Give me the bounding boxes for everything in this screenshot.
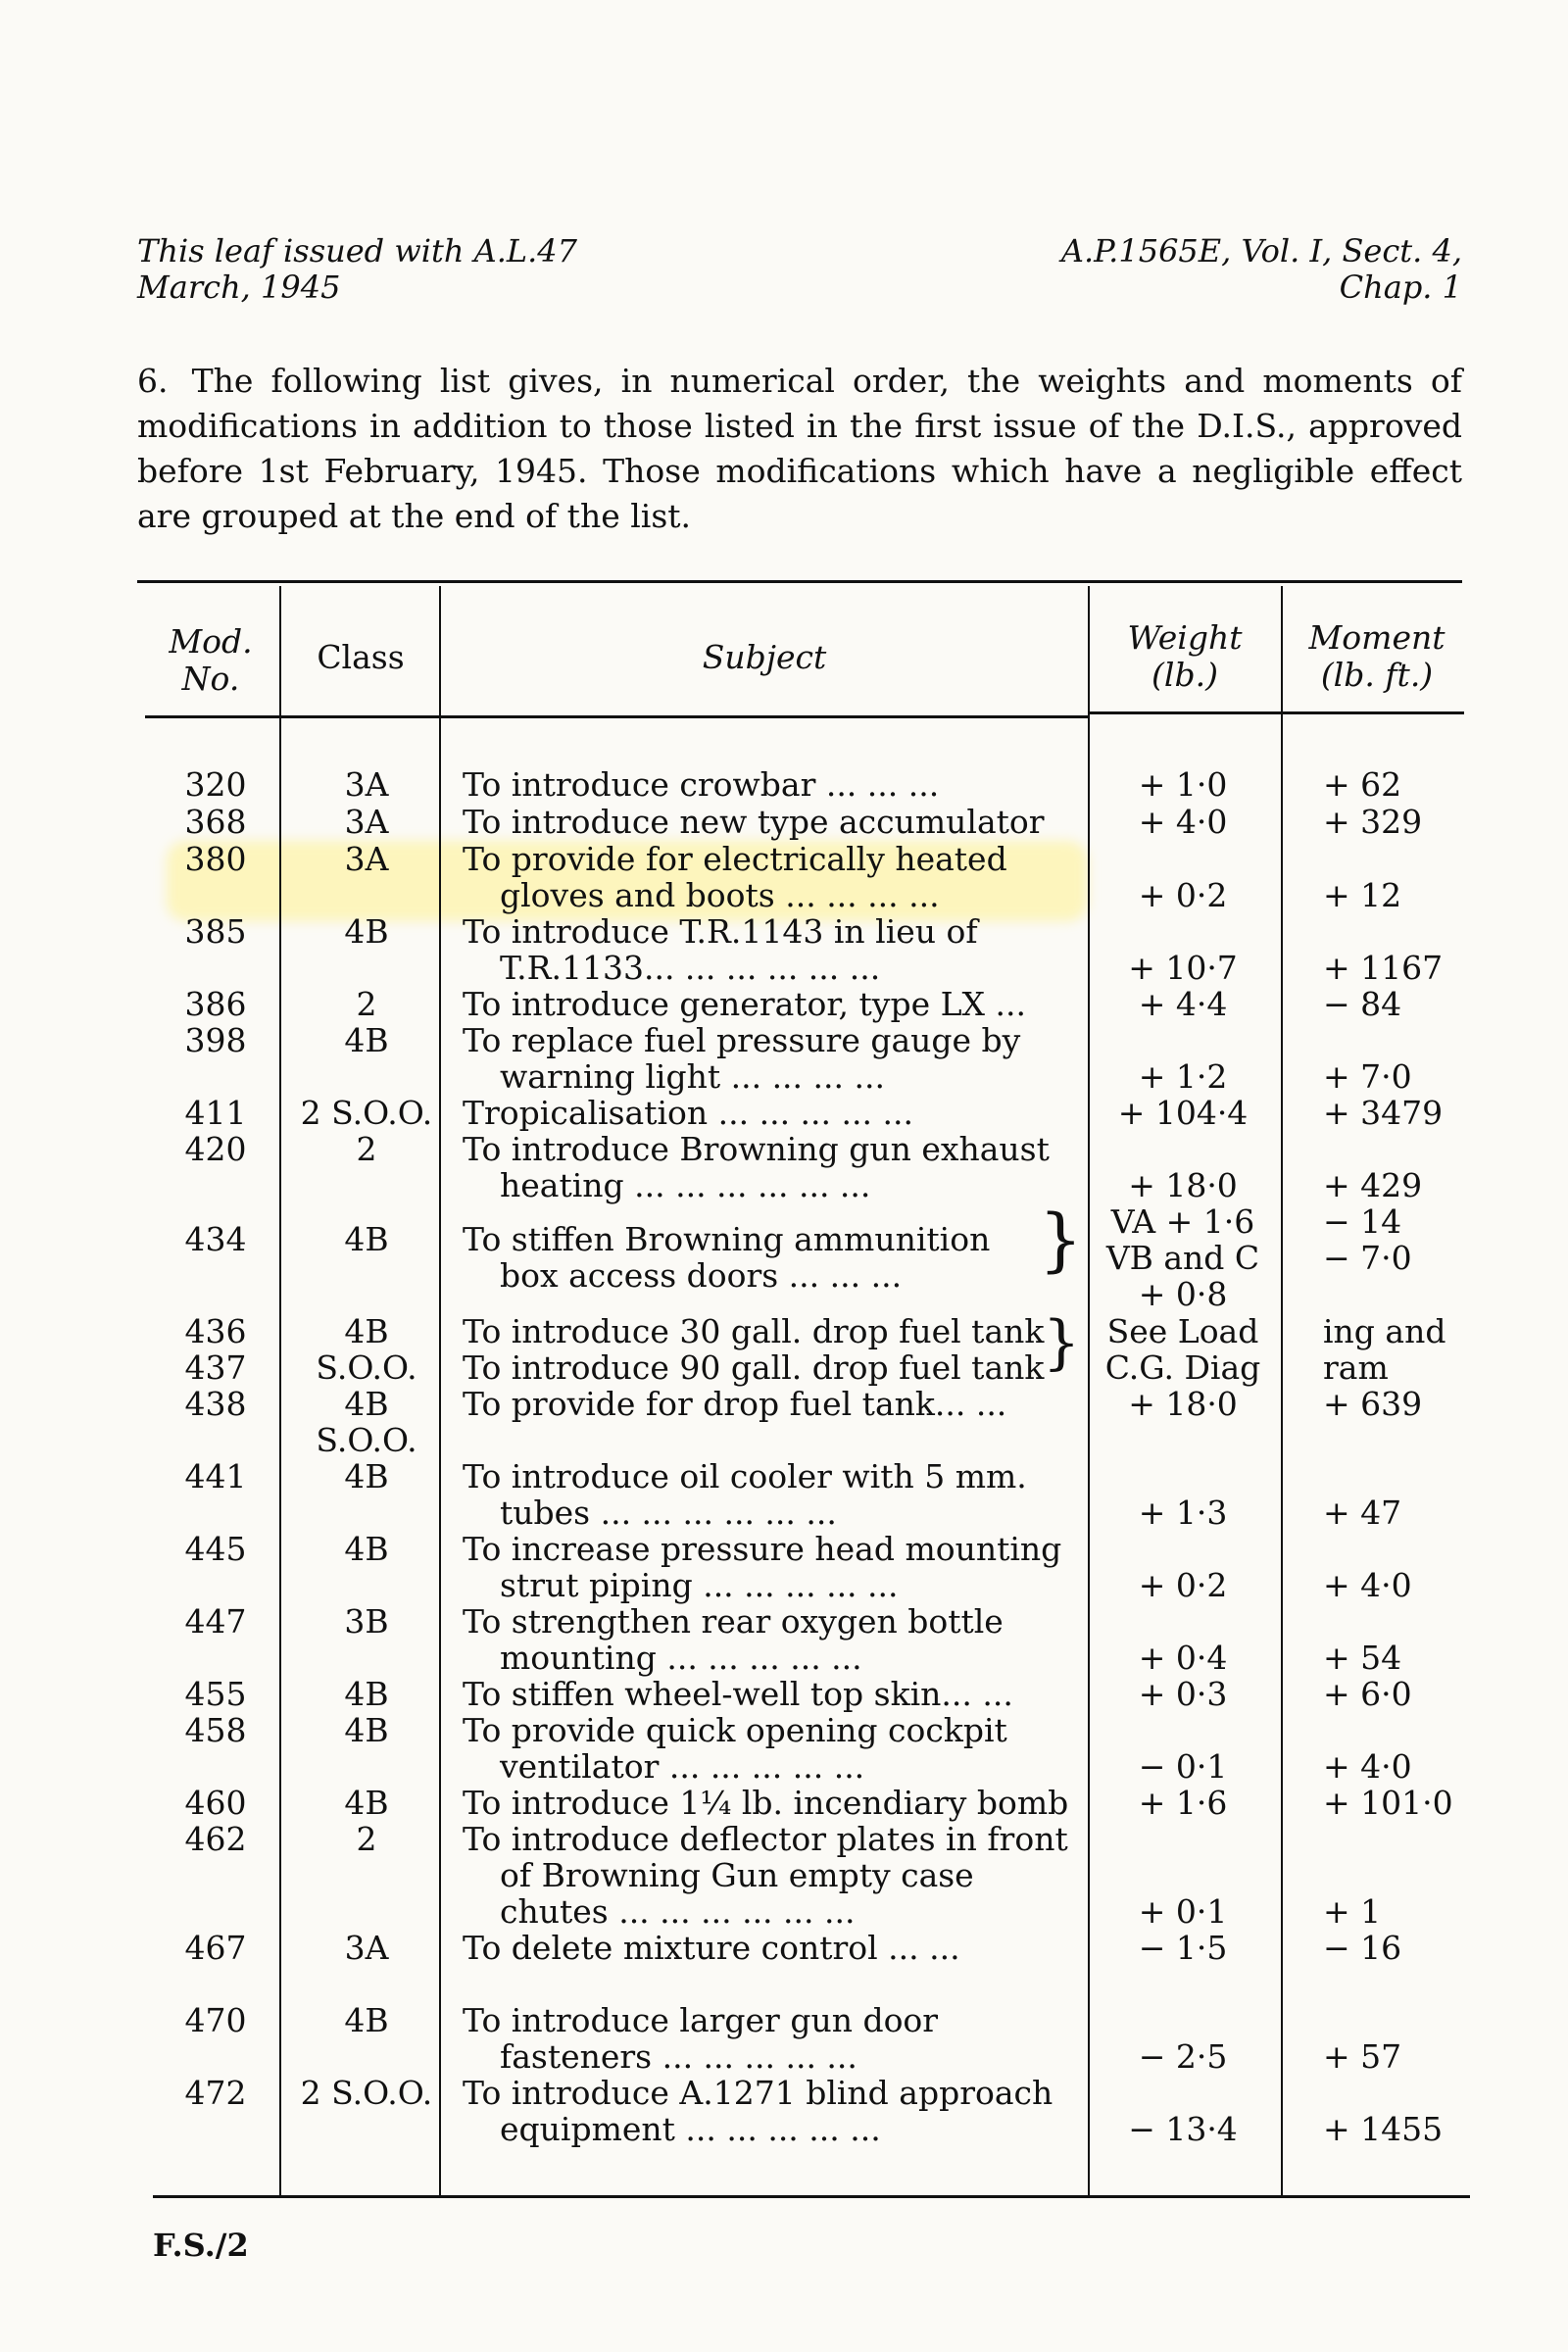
class-cell: 3A <box>344 765 389 804</box>
mod-number: 380 <box>184 840 247 878</box>
subject-line-continued: tubes ... ... ... ... ... ... <box>500 1494 837 1532</box>
moment-value: − 7·0 <box>1323 1239 1412 1277</box>
moment-value: − 16 <box>1323 1929 1402 1967</box>
header-class: Class <box>317 638 405 676</box>
column-divider-4 <box>1281 586 1283 2195</box>
subject-line: To stiffen wheel-well top skin... ... <box>463 1675 1013 1713</box>
subject-line: Tropicalisation ... ... ... ... ... <box>463 1094 913 1132</box>
header-weight-line-2: (lb.) <box>1152 656 1218 694</box>
subject-line-continued: T.R.1133... ... ... ... ... ... <box>500 949 881 987</box>
class-cell: 4B <box>344 1530 389 1568</box>
mod-number: 462 <box>184 1820 247 1858</box>
class-cell: 2 S.O.O. <box>300 1094 433 1132</box>
weight-value: + 18·0 <box>1128 1385 1238 1423</box>
subject-line: To provide quick opening cockpit <box>463 1711 1007 1749</box>
weight-value: See Load <box>1106 1312 1259 1350</box>
class-cell: 4B <box>344 1784 389 1822</box>
header-mod-line-2: No. <box>181 660 240 698</box>
weight-value: + 0·2 <box>1138 1566 1228 1604</box>
table-bottom-rule <box>153 2195 1470 2198</box>
table-top-rule <box>137 580 1462 583</box>
weight-value: + 0·8 <box>1138 1275 1228 1313</box>
mod-number: 420 <box>184 1130 247 1168</box>
class-cell: 4B <box>344 1021 389 1059</box>
class-cell: 4B <box>344 912 389 951</box>
weight-value: VB and C <box>1105 1239 1260 1277</box>
subject-line: To introduce oil cooler with 5 mm. <box>463 1457 1027 1495</box>
moment-value: − 84 <box>1323 985 1402 1023</box>
subject-line-continued: of Browning Gun empty case <box>500 1856 974 1894</box>
class-cell: 3A <box>344 803 389 841</box>
mod-number: 447 <box>184 1602 247 1641</box>
reference-line-1: A.P.1565E, Vol. I, Sect. 4, <box>1060 232 1462 270</box>
weight-value: + 4·0 <box>1138 803 1228 841</box>
class-cell: 4B <box>344 1457 389 1495</box>
class-cell: 3B <box>344 1602 389 1641</box>
weight-value: − 1·5 <box>1138 1929 1228 1967</box>
weight-value: + 1·0 <box>1138 765 1228 804</box>
weight-value: + 0·1 <box>1138 1892 1228 1931</box>
weight-value: + 0·3 <box>1138 1675 1228 1713</box>
moment-value: + 6·0 <box>1323 1675 1412 1713</box>
header-mod-line-1: Mod. <box>169 622 253 661</box>
subject-line-continued: chutes ... ... ... ... ... ... <box>500 1892 856 1931</box>
moment-value: ing and <box>1323 1312 1446 1350</box>
brace-436-437: } <box>1043 1308 1081 1377</box>
subject-line: To introduce larger gun door <box>463 2001 939 2039</box>
header-weight-line-1: Weight <box>1127 618 1243 657</box>
subject-line-continued: warning light ... ... ... ... <box>500 1057 885 1096</box>
moment-value: + 639 <box>1323 1385 1423 1423</box>
mod-number: 411 <box>184 1094 247 1132</box>
intro-paragraph <box>137 359 1462 539</box>
header-bottom-rule-right <box>1090 711 1464 714</box>
moment-value: + 1167 <box>1323 949 1444 987</box>
mod-number: 445 <box>184 1530 247 1568</box>
header-mod-no <box>147 623 274 698</box>
subject-line-continued: fasteners ... ... ... ... ... <box>500 2037 858 2076</box>
moment-value: + 7·0 <box>1323 1057 1412 1096</box>
subject-line: To introduce generator, type LX ... <box>463 985 1026 1023</box>
subject-line: To increase pressure head mounting <box>463 1530 1062 1568</box>
paragraph-text: The following list gives, in numerical order, the weights and moments of modifications in addition to those listed in the first issue of the D.I.S., approved before 1st February, 1945. Those modifications which have a negligible effect are grouped at the end of the list. <box>137 362 1462 535</box>
moment-value: + 47 <box>1323 1494 1402 1532</box>
subject-line-continued: equipment ... ... ... ... ... <box>500 2110 881 2148</box>
mod-number: 368 <box>184 803 247 841</box>
subject-line: To introduce T.R.1143 in lieu of <box>463 912 978 951</box>
moment-value: + 54 <box>1323 1639 1402 1677</box>
weight-value: + 10·7 <box>1128 949 1238 987</box>
document-reference <box>1061 233 1462 306</box>
subject-line: To introduce Browning gun exhaust <box>463 1130 1050 1168</box>
moment-value: + 3479 <box>1323 1094 1444 1132</box>
mod-number: 467 <box>184 1929 247 1967</box>
subject-line: To provide for electrically heated <box>463 840 1007 878</box>
weight-value: − 13·4 <box>1128 2110 1238 2148</box>
class-cell: S.O.O. <box>316 1348 417 1387</box>
weight-value: + 104·4 <box>1117 1094 1249 1132</box>
weight-value: + 1·6 <box>1138 1784 1228 1822</box>
header-bottom-rule <box>145 715 1088 718</box>
class-cell: 2 <box>356 1130 377 1168</box>
subject-line: To stiffen Browning ammunition <box>463 1220 991 1258</box>
weight-value: + 0·2 <box>1138 876 1228 914</box>
class-cell: 2 <box>356 985 377 1023</box>
subject-line-continued: ventilator ... ... ... ... ... <box>500 1747 865 1786</box>
weight-value: − 2·5 <box>1138 2037 1228 2076</box>
class-cell: 4B <box>344 1675 389 1713</box>
moment-value: + 62 <box>1323 765 1402 804</box>
class-cell: 2 S.O.O. <box>300 2074 433 2112</box>
paragraph-number: 6. <box>137 362 169 400</box>
moment-value: + 101·0 <box>1323 1784 1453 1822</box>
moment-value: ram <box>1323 1348 1389 1387</box>
weight-value: C.G. Diag <box>1104 1348 1261 1387</box>
class-cell: 2 <box>356 1820 377 1858</box>
mod-number: 441 <box>184 1457 247 1495</box>
subject-line-continued: gloves and boots ... ... ... ... <box>500 876 940 914</box>
column-divider-1 <box>279 586 281 2195</box>
subject-line: To provide for drop fuel tank... ... <box>463 1385 1007 1423</box>
leaf-issue-note <box>137 233 577 306</box>
header-weight <box>1092 619 1278 694</box>
weight-value: + 0·4 <box>1138 1639 1228 1677</box>
mod-number: 458 <box>184 1711 247 1749</box>
subject-line: To introduce crowbar ... ... ... <box>463 765 940 804</box>
moment-value: + 4·0 <box>1323 1747 1412 1786</box>
moment-value: + 1455 <box>1323 2110 1444 2148</box>
weight-value: + 1·2 <box>1138 1057 1228 1096</box>
mod-number: 385 <box>184 912 247 951</box>
subject-line: To strengthen rear oxygen bottle <box>463 1602 1004 1641</box>
subject-line: To introduce 90 gall. drop fuel tank <box>463 1348 1045 1387</box>
weight-value: + 18·0 <box>1128 1166 1238 1204</box>
mod-number: 436 <box>184 1312 247 1350</box>
header-moment-line-1: Moment <box>1308 618 1446 657</box>
mod-number: 438 <box>184 1385 247 1423</box>
mod-number: 434 <box>184 1220 247 1258</box>
subject-line: To replace fuel pressure gauge by <box>463 1021 1021 1059</box>
moment-value: + 4·0 <box>1323 1566 1412 1604</box>
page-footer: F.S./2 <box>153 2227 249 2264</box>
moment-value: + 12 <box>1323 876 1402 914</box>
reference-line-2: Chap. 1 <box>1339 269 1462 306</box>
subject-line: To introduce deflector plates in front <box>463 1820 1068 1858</box>
class-cell: 3A <box>344 1929 389 1967</box>
moment-value: + 429 <box>1323 1166 1423 1204</box>
class-cell: 4B <box>344 1385 389 1423</box>
subject-line: To introduce 30 gall. drop fuel tank <box>463 1312 1045 1350</box>
subject-line: To delete mixture control ... ... <box>463 1929 960 1967</box>
mod-number: 455 <box>184 1675 247 1713</box>
subject-line: To introduce A.1271 blind approach <box>463 2074 1054 2112</box>
class-cell: 4B <box>344 1312 389 1350</box>
subject-line: To introduce new type accumulator <box>463 803 1045 841</box>
class-cell: 4B <box>344 2001 389 2039</box>
subject-line-continued: mounting ... ... ... ... ... <box>500 1639 862 1677</box>
subject-line-continued: strut piping ... ... ... ... ... <box>500 1566 899 1604</box>
moment-value: − 14 <box>1323 1202 1402 1241</box>
moment-value: + 1 <box>1323 1892 1382 1931</box>
brace-434: } <box>1039 1200 1083 1280</box>
header-moment-line-2: (lb. ft.) <box>1320 656 1434 694</box>
mod-number: 386 <box>184 985 247 1023</box>
mod-number: 398 <box>184 1021 247 1059</box>
issue-line-1: This leaf issued with A.L.47 <box>137 232 578 270</box>
issue-line-2: March, 1945 <box>137 269 341 306</box>
weight-value: + 1·3 <box>1138 1494 1228 1532</box>
header-subject: Subject <box>702 638 827 676</box>
class-cell-continued: S.O.O. <box>316 1421 417 1459</box>
class-cell: 4B <box>344 1711 389 1749</box>
weight-value: + 4·4 <box>1138 985 1228 1023</box>
weight-value: − 0·1 <box>1138 1747 1228 1786</box>
subject-line: To introduce 1¼ lb. incendiary bomb <box>463 1784 1069 1822</box>
class-cell: 4B <box>344 1220 389 1258</box>
mod-number: 437 <box>184 1348 247 1387</box>
subject-line-continued: box access doors ... ... ... <box>500 1256 903 1295</box>
moment-value: + 329 <box>1323 803 1423 841</box>
header-moment <box>1284 619 1470 694</box>
mod-number: 472 <box>184 2074 247 2112</box>
subject-line-continued: heating ... ... ... ... ... ... <box>500 1166 871 1204</box>
class-cell: 3A <box>344 840 389 878</box>
weight-value: VA + 1·6 <box>1110 1202 1255 1241</box>
moment-value: + 57 <box>1323 2037 1402 2076</box>
mod-number: 470 <box>184 2001 247 2039</box>
mod-number: 460 <box>184 1784 247 1822</box>
mod-number: 320 <box>184 765 247 804</box>
